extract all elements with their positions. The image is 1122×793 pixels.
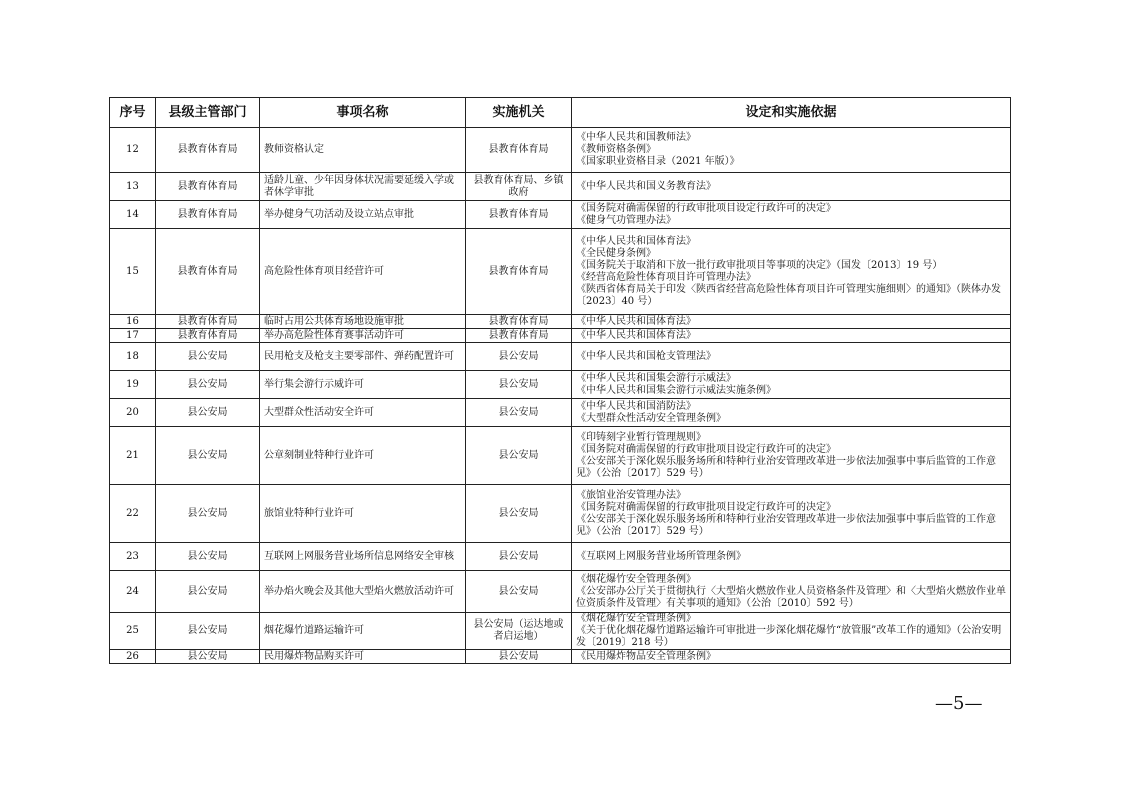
row-item-name: 民用枪支及枪支主要零部件、弹药配置许可 <box>260 343 466 371</box>
row-item-name: 举办健身气功活动及设立站点审批 <box>260 201 466 229</box>
table-row <box>110 329 1011 343</box>
row-agency: 县公安局 <box>466 650 572 664</box>
row-number: 24 <box>110 571 156 613</box>
header-basis: 设定和实施依据 <box>572 98 1011 128</box>
row-number: 25 <box>110 613 156 650</box>
row-basis <box>572 613 1011 650</box>
row-number: 20 <box>110 399 156 427</box>
row-item-name: 适龄儿童、少年因身体状况需要延缓入学或者休学审批 <box>260 173 466 201</box>
basis-line: 《民用爆炸物品安全管理条例》 <box>576 650 716 662</box>
table-row <box>110 650 1011 664</box>
basis-line: 《互联网上网服务营业场所管理条例》 <box>576 550 746 562</box>
basis-line: 《国务院对确需保留的行政审批项目设定行政许可的决定》 <box>576 501 836 513</box>
row-department: 县公安局 <box>156 399 260 427</box>
row-agency: 县公安局 <box>466 427 572 485</box>
basis-line: 《国家职业资格目录（2021 年版）》 <box>576 156 740 167</box>
basis-line: 《国务院对确需保留的行政审批项目设定行政许可的决定》 <box>576 443 836 455</box>
table-row <box>110 173 1011 201</box>
header-dept: 县级主管部门 <box>156 98 260 128</box>
row-item-name: 举行集会游行示威许可 <box>260 371 466 399</box>
row-number: 22 <box>110 485 156 543</box>
row-basis <box>572 229 1011 315</box>
row-agency: 县教育体育局 <box>466 229 572 315</box>
row-number: 14 <box>110 201 156 229</box>
row-basis <box>572 427 1011 485</box>
row-basis <box>572 201 1011 229</box>
permit-table <box>109 97 1011 664</box>
table-row <box>110 485 1011 543</box>
row-department: 县公安局 <box>156 543 260 571</box>
table-row <box>110 229 1011 315</box>
row-number: 26 <box>110 650 156 664</box>
row-agency: 县公安局 <box>466 399 572 427</box>
row-agency: 县教育体育局 <box>466 315 572 329</box>
basis-line: 《中华人民共和国集会游行示威法》 <box>576 372 736 384</box>
row-department: 县教育体育局 <box>156 329 260 343</box>
page-number: —5— <box>935 693 983 714</box>
row-item-name: 大型群众性活动安全许可 <box>260 399 466 427</box>
basis-line: 《中华人民共和国义务教育法》 <box>576 180 716 192</box>
table-row <box>110 128 1011 173</box>
row-department: 县教育体育局 <box>156 229 260 315</box>
row-number: 19 <box>110 371 156 399</box>
row-department: 县公安局 <box>156 650 260 664</box>
row-item-name: 举办焰火晚会及其他大型焰火燃放活动许可 <box>260 571 466 613</box>
row-number: 23 <box>110 543 156 571</box>
row-number: 18 <box>110 343 156 371</box>
row-item-name: 举办高危险性体育赛事活动许可 <box>260 329 466 343</box>
row-agency: 县教育体育局 <box>466 329 572 343</box>
row-basis <box>572 399 1011 427</box>
row-basis <box>572 343 1011 371</box>
row-basis <box>572 485 1011 543</box>
row-item-name: 公章刻制业特种行业许可 <box>260 427 466 485</box>
row-basis <box>572 128 1011 173</box>
table-row <box>110 427 1011 485</box>
basis-line: 《教师资格条例》 <box>576 144 656 155</box>
basis-line: 《公安部关于深化娱乐服务场所和特种行业治安管理改革进一步依法加强事中事后监管的工作意见》（公治〔2017〕529 号） <box>576 513 996 537</box>
row-department: 县教育体育局 <box>156 173 260 201</box>
row-item-name: 旅馆业特种行业许可 <box>260 485 466 543</box>
basis-line: 《国务院对确需保留的行政审批项目设定行政许可的决定》 <box>576 202 836 214</box>
basis-line: 《经营高危险性体育项目许可管理办法》 <box>576 271 756 283</box>
row-item-name: 高危险性体育项目经营许可 <box>260 229 466 315</box>
basis-line: 《公安部办公厅关于贯彻执行〈大型焰火燃放作业人员资格条件及管理〉和〈大型焰火燃放作业单位资质条件及管理〉有关事项的通知》（公治〔2010〕592 号） <box>576 585 1006 609</box>
row-department: 县公安局 <box>156 613 260 650</box>
row-agency: 县公安局 <box>466 543 572 571</box>
header-row <box>110 98 1011 128</box>
row-agency: 县教育体育局、乡镇政府 <box>466 173 572 201</box>
row-number: 12 <box>110 128 156 173</box>
row-agency: 县教育体育局 <box>466 201 572 229</box>
basis-line: 《中华人民共和国集会游行示威法实施条例》 <box>576 384 776 396</box>
table-row <box>110 315 1011 329</box>
basis-line: 《大型群众性活动安全管理条例》 <box>576 412 726 424</box>
table-row <box>110 399 1011 427</box>
row-department: 县教育体育局 <box>156 315 260 329</box>
basis-line: 《中华人民共和国体育法》 <box>576 329 696 341</box>
basis-line: 《烟花爆竹安全管理条例》 <box>576 573 696 585</box>
table-row <box>110 371 1011 399</box>
header-no: 序号 <box>110 98 156 128</box>
basis-line: 《中华人民共和国体育法》 <box>576 315 696 327</box>
row-department: 县公安局 <box>156 427 260 485</box>
row-number: 21 <box>110 427 156 485</box>
row-department: 县公安局 <box>156 371 260 399</box>
row-department: 县教育体育局 <box>156 128 260 173</box>
row-item-name: 临时占用公共体育场地设施审批 <box>260 315 466 329</box>
table-row <box>110 571 1011 613</box>
basis-line: 《旅馆业治安管理办法》 <box>576 489 686 501</box>
row-agency: 县公安局（运达地或者启运地） <box>466 613 572 650</box>
row-item-name: 互联网上网服务营业场所信息网络安全审核 <box>260 543 466 571</box>
header-agency: 实施机关 <box>466 98 572 128</box>
basis-line: 《关于优化烟花爆竹道路运输许可审批进一步深化烟花爆竹“放管服”改革工作的通知》（公治安明发〔2019〕218 号） <box>576 625 1002 648</box>
row-agency: 县公安局 <box>466 485 572 543</box>
basis-line: 《健身气功管理办法》 <box>576 214 676 226</box>
row-basis <box>572 371 1011 399</box>
row-department: 县教育体育局 <box>156 201 260 229</box>
row-agency: 县教育体育局 <box>466 128 572 173</box>
table-row <box>110 343 1011 371</box>
basis-line: 《印铸刻字业暂行管理规则》 <box>576 431 706 443</box>
basis-line: 《中华人民共和国枪支管理法》 <box>576 350 716 362</box>
row-agency: 县公安局 <box>466 571 572 613</box>
row-item-name: 教师资格认定 <box>260 128 466 173</box>
row-agency: 县公安局 <box>466 343 572 371</box>
table-row <box>110 201 1011 229</box>
row-number: 17 <box>110 329 156 343</box>
basis-line: 《公安部关于深化娱乐服务场所和特种行业治安管理改革进一步依法加强事中事后监管的工作意见》（公治〔2017〕529 号） <box>576 455 996 479</box>
row-basis <box>572 315 1011 329</box>
table-row <box>110 543 1011 571</box>
row-department: 县公安局 <box>156 343 260 371</box>
header-item: 事项名称 <box>260 98 466 128</box>
row-item-name: 烟花爆竹道路运输许可 <box>260 613 466 650</box>
row-department: 县公安局 <box>156 571 260 613</box>
basis-line: 《陕西省体育局关于印发〈陕西省经营高危险性体育项目许可管理实施细则〉的通知》（陕体办发〔2023〕40 号） <box>576 283 1001 307</box>
basis-line: 《烟花爆竹安全管理条例》 <box>576 613 696 624</box>
basis-line: 《国务院关于取消和下放一批行政审批项目等事项的决定》（国发〔2013〕19 号） <box>576 259 943 271</box>
row-number: 13 <box>110 173 156 201</box>
row-item-name: 民用爆炸物品购买许可 <box>260 650 466 664</box>
basis-line: 《中华人民共和国消防法》 <box>576 400 696 412</box>
row-basis <box>572 173 1011 201</box>
row-basis <box>572 329 1011 343</box>
row-number: 16 <box>110 315 156 329</box>
row-basis <box>572 650 1011 664</box>
row-basis <box>572 543 1011 571</box>
table-body <box>110 128 1011 664</box>
row-agency: 县公安局 <box>466 371 572 399</box>
row-department: 县公安局 <box>156 485 260 543</box>
row-basis <box>572 571 1011 613</box>
basis-line: 《中华人民共和国教师法》 <box>576 132 696 143</box>
row-number: 15 <box>110 229 156 315</box>
table-row <box>110 613 1011 650</box>
basis-line: 《中华人民共和国体育法》 <box>576 235 696 247</box>
basis-line: 《全民健身条例》 <box>576 247 656 259</box>
